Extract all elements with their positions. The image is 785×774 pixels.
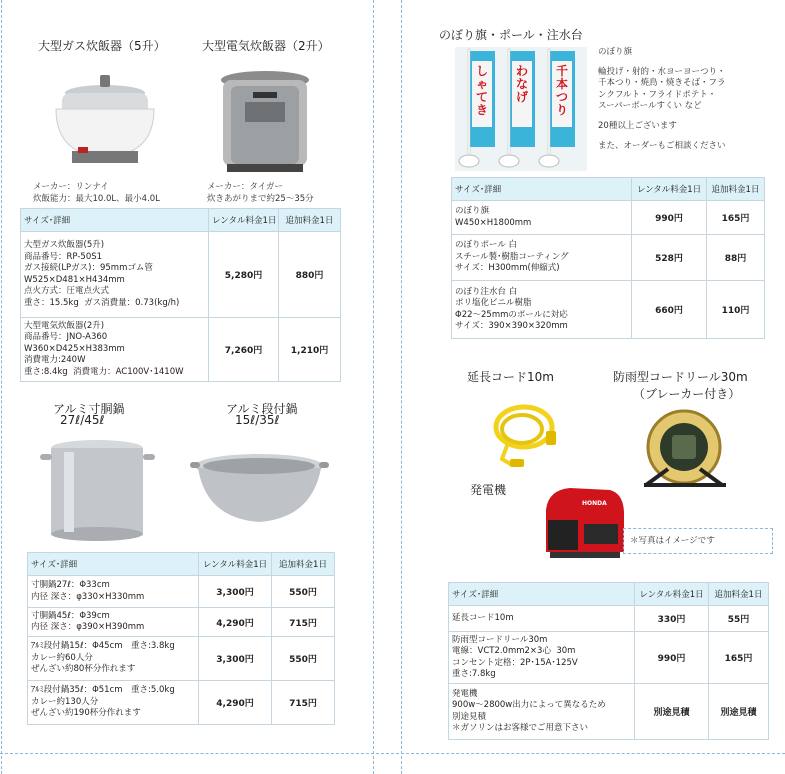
table-row — [21, 318, 341, 382]
row-description: 延長コード10m — [449, 606, 635, 632]
nobori-desc-line: のぼり旗 — [598, 47, 633, 57]
header-rental-price: レンタル料金1日 — [209, 209, 279, 232]
header-rental-price: レンタル料金1日 — [632, 178, 707, 201]
header-size-detail: サイズ･詳細 — [28, 553, 199, 576]
gas-cooker-maker: メーカー：リンナイ — [33, 182, 109, 192]
electric-cooker-cooktime: 炊きあがりまで約25～35分 — [207, 194, 314, 204]
pot-price-table — [27, 552, 335, 725]
row-rental-price: 330円 — [635, 606, 709, 632]
row-rental-price: 7,260円 — [209, 318, 279, 382]
nobori-desc-line: また、オーダーもご相談ください — [598, 140, 726, 151]
header-extra-price: 追加料金1日 — [709, 583, 769, 606]
table-header-row — [21, 209, 341, 232]
row-extra-price: 715円 — [272, 608, 335, 637]
table-row — [452, 281, 765, 339]
wide-pot-size: 15ℓ/35ℓ — [235, 413, 280, 427]
header-extra-price: 追加料金1日 — [272, 553, 335, 576]
wide-pot-title: アルミ段付鍋 — [226, 402, 298, 416]
nobori-desc-line: ンクフルト・フライドポテト・ — [598, 89, 717, 100]
row-rental-price: 3,300円 — [199, 576, 272, 608]
table-row — [28, 576, 335, 608]
table-row — [449, 606, 769, 632]
row-rental-price: 660円 — [632, 281, 707, 339]
nobori-desc-line — [598, 133, 726, 141]
header-rental-price: レンタル料金1日 — [199, 553, 272, 576]
electric-rice-cooker-image — [205, 66, 325, 178]
row-extra-price: 550円 — [272, 637, 335, 681]
row-description: ｱﾙﾐ段付鍋15ℓ：Φ45cm 重さ:3.8kg カレー約60人分 ぜんざい約80杯分作れます — [28, 637, 199, 681]
table-header-row — [452, 178, 765, 201]
extension-cord-title: 延長コード10m — [467, 370, 554, 384]
table-row — [449, 684, 769, 740]
row-extra-price: 550円 — [272, 576, 335, 608]
nobori-desc-line: 20種以上ございます — [598, 120, 677, 131]
table-row — [452, 235, 765, 281]
row-rental-price: 5,280円 — [209, 232, 279, 318]
power-price-table — [448, 582, 769, 740]
flag-text-shateki: しゃてき — [475, 64, 488, 117]
header-extra-price: 追加料金1日 — [707, 178, 765, 201]
row-rental-price: 3,300円 — [199, 637, 272, 681]
extension-cord-image — [488, 393, 560, 471]
table-row — [452, 201, 765, 235]
row-description: のぼりポール 白 スチール製･樹脂コーティング サイズ：H300mm(伸縮式) — [452, 235, 632, 281]
generator-image — [540, 480, 628, 564]
row-description: 防雨型コードリール30m 電線：VCT2.0mm2×3心 30m コンセント定格：2P･15A･125V 重さ:7.8kg — [449, 632, 635, 684]
table-row — [28, 608, 335, 637]
nobori-desc-line: 千本つり・焼鳥・焼きそば・フラ — [598, 78, 726, 89]
row-description: 発電機 900w～2800w出力によって異なるため 別途見積 ＊ガソリンはお客様でご用意下さい — [449, 684, 635, 740]
nobori-desc-line — [598, 59, 726, 67]
nobori-section-title: のぼり旗・ポール・注水台 — [439, 28, 583, 42]
row-extra-price: 55円 — [709, 606, 769, 632]
row-extra-price: 110円 — [707, 281, 765, 339]
cord-reel-image — [638, 407, 733, 492]
row-description: ｱﾙﾐ段付鍋35ℓ：Φ51cm 重さ:5.0kg カレー約130人分 ぜんざい約190杯分作れます — [28, 681, 199, 725]
tall-pot-title: アルミ寸胴鍋 — [53, 402, 125, 416]
row-extra-price: 165円 — [709, 632, 769, 684]
rice-cooker-price-table — [20, 208, 341, 382]
image-note: ＊写真はイメージです — [623, 528, 773, 554]
tall-pot-size: 27ℓ/45ℓ — [60, 413, 105, 427]
gas-rice-cooker-image — [42, 63, 168, 175]
flag-text-senbontsuri: 千本つり — [555, 64, 568, 117]
flag-text-wanage: わなげ — [515, 64, 528, 104]
row-extra-price: 別途見積 — [709, 684, 769, 740]
row-extra-price: 1,210円 — [279, 318, 341, 382]
table-row — [28, 637, 335, 681]
header-size-detail: サイズ･詳細 — [449, 583, 635, 606]
header-size-detail: サイズ･詳細 — [452, 178, 632, 201]
page-border-bottom — [0, 753, 785, 754]
nobori-desc-line — [598, 113, 726, 121]
row-extra-price: 165円 — [707, 201, 765, 235]
aluminum-stepped-pot-image — [190, 436, 329, 538]
electric-cooker-maker: メーカー：タイガー — [207, 182, 283, 192]
nobori-flags-image — [455, 47, 587, 171]
row-extra-price: 88円 — [707, 235, 765, 281]
nobori-description — [598, 47, 726, 152]
row-description: のぼり注水台 白 ポリ塩化ビニル樹脂 Φ22～25mmのポールに対応 サイズ：390×390×320mm — [452, 281, 632, 339]
row-rental-price: 4,290円 — [199, 608, 272, 637]
page-border-mid-right — [401, 0, 402, 774]
gas-cooker-title: 大型ガス炊飯器（5升） — [38, 39, 166, 53]
header-size-detail: サイズ･詳細 — [21, 209, 209, 232]
page-border-mid-left — [373, 0, 374, 774]
header-rental-price: レンタル料金1日 — [635, 583, 709, 606]
gas-cooker-capacity: 炊飯能力：最大10.0L、最小4.0L — [33, 194, 160, 204]
nobori-desc-line: スーパーボールすくい など — [598, 101, 702, 112]
generator-brand: HONDA — [582, 500, 607, 507]
row-rental-price: 4,290円 — [199, 681, 272, 725]
row-rental-price: 528円 — [632, 235, 707, 281]
electric-cooker-title: 大型電気炊飯器（2升） — [202, 39, 330, 53]
table-row — [21, 232, 341, 318]
row-rental-price: 990円 — [632, 201, 707, 235]
row-description: 大型電気炊飯器(2升) 商品番号：JNO-A360 W360×D425×H383mm 消費電力:240W 重さ:8.4kg 消費電力：AC100V･1410W — [21, 318, 209, 382]
row-rental-price: 別途見積 — [635, 684, 709, 740]
generator-title: 発電機 — [470, 483, 507, 497]
aluminum-stock-pot-image — [34, 430, 161, 547]
row-description: 大型ガス炊飯器(5升) 商品番号：RP-50S1 ガス接続(LPガス)：95mmゴム管 W525×D481×H434mm 点火方式：圧電点火式 重さ：15.5kg ガス消費量：0.73(kg/h) — [21, 232, 209, 318]
nobori-desc-line: 輪投げ・射的・水ヨーヨーつり・ — [598, 66, 726, 77]
cord-reel-title: 防雨型コードリール30m — [613, 370, 748, 384]
table-header-row — [449, 583, 769, 606]
row-description: 寸胴鍋45ℓ：Φ39cm 内径 深さ：φ390×H390mm — [28, 608, 199, 637]
cord-reel-subtitle: （ブレーカー付き） — [633, 387, 741, 401]
row-rental-price: 990円 — [635, 632, 709, 684]
table-row — [449, 632, 769, 684]
row-description: 寸胴鍋27ℓ：Φ33cm 内径 深さ：φ330×H330mm — [28, 576, 199, 608]
row-description: のぼり旗 W450×H1800mm — [452, 201, 632, 235]
table-header-row — [28, 553, 335, 576]
header-extra-price: 追加料金1日 — [279, 209, 341, 232]
row-extra-price: 715円 — [272, 681, 335, 725]
row-extra-price: 880円 — [279, 232, 341, 318]
nobori-price-table — [451, 177, 765, 339]
page-border-left — [1, 0, 2, 774]
table-row — [28, 681, 335, 725]
